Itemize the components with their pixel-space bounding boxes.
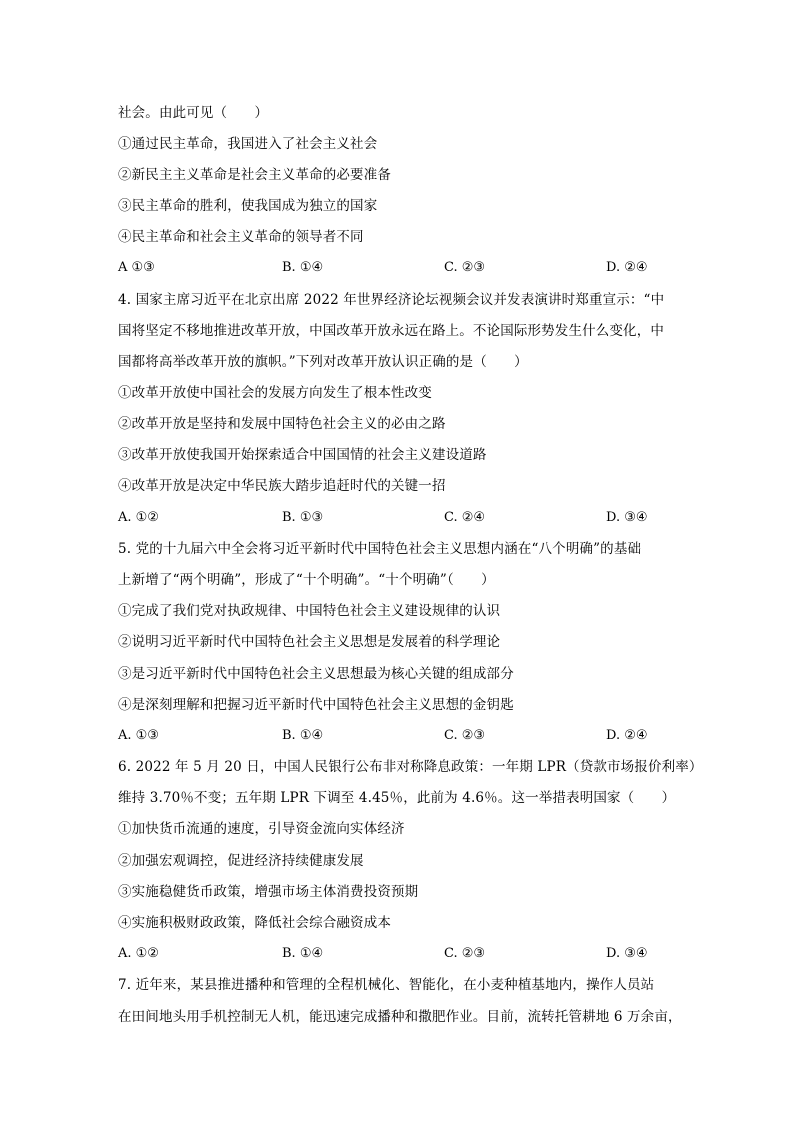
text-line: ②改革开放是坚持和发展中国特色社会主义的必由之路	[118, 416, 446, 432]
text-line: 社会。由此可见（ ）	[118, 105, 269, 121]
option-b: B. ①④	[282, 260, 324, 275]
answer-options	[118, 509, 658, 527]
question-4: 4. 国家主席习近平在北京出席 2022 年世界经济论坛视频会议并发表演讲时郑重宣示：“中	[118, 292, 665, 308]
text-line: 国将坚定不移地推进改革开放，中国改革开放永远在路上。不论国际形势发生什么变化，中	[118, 323, 664, 339]
option-a: A. ①③	[118, 728, 159, 743]
question-7: 7. 近年来，某县推进播种和管理的全程机械化、智能化，在小麦种植基地内，操作人员站	[118, 977, 655, 993]
answer-options	[118, 259, 658, 277]
option-b: B. ①③	[282, 510, 324, 525]
text-line: ④改革开放是决定中华民族大踏步追赶时代的关键一招	[118, 478, 446, 494]
option-d: D. ②④	[606, 728, 648, 743]
option-a: A ①③	[118, 260, 155, 275]
text-line: ④民主革命和社会主义革命的领导者不同	[118, 229, 364, 245]
option-d: D. ③④	[606, 946, 648, 961]
text-line: ②新民主主义革命是社会主义革命的必要准备	[118, 167, 391, 183]
text-line: ①加快货币流通的速度，引导资金流向实体经济	[118, 821, 405, 837]
option-d: D. ③④	[606, 510, 648, 525]
option-c: C. ②③	[444, 260, 486, 275]
text-line: ③是习近平新时代中国特色社会主义思想最为核心关键的组成部分	[118, 666, 514, 682]
text-line: 国都将高举改革开放的旗帜。”下列对改革开放认识正确的是（ ）	[118, 354, 528, 370]
question-5: 5. 党的十九届六中全会将习近平新时代中国特色社会主义思想内涵在“八个明确”的基础	[118, 541, 642, 557]
text-line: ③改革开放使我国开始探索适合中国国情的社会主义建设道路	[118, 447, 487, 463]
option-c: C. ②④	[444, 510, 486, 525]
option-b: B. ①④	[282, 946, 324, 961]
text-line: ①改革开放使中国社会的发展方向发生了根本性改变	[118, 385, 432, 401]
text-line: 维持 3.70％不变；五年期 LPR 下调至 4.45％，此前为 4.6％。这一举措表明国家（ ）	[118, 790, 676, 806]
option-c: C. ②③	[444, 728, 486, 743]
text-line: ①通过民主革命，我国进入了社会主义社会	[118, 136, 378, 152]
option-c: C. ②③	[444, 946, 486, 961]
answer-options	[118, 727, 658, 745]
option-a: A. ①②	[118, 946, 159, 961]
text-line: 在田间地头用手机控制无人机，能迅速完成播种和撒肥作业。目前，流转托管耕地 6 万余亩，	[118, 1009, 682, 1025]
text-line: ④是深刻理解和把握习近平新时代中国特色社会主义思想的金钥匙	[118, 697, 514, 713]
text-line: ③民主革命的胜利，使我国成为独立的国家	[118, 198, 378, 214]
text-line: 上新增了“两个明确”，形成了“十个明确”。“十个明确”（ ）	[118, 572, 495, 588]
text-line: ③实施稳健货币政策，增强市场主体消费投资预期	[118, 884, 419, 900]
option-a: A. ①②	[118, 510, 159, 525]
answer-options	[118, 945, 658, 963]
option-d: D. ②④	[606, 260, 648, 275]
text-line: ②加强宏观调控，促进经济持续健康发展	[118, 853, 364, 869]
text-line: ④实施积极财政政策，降低社会综合融资成本	[118, 915, 391, 931]
option-b: B. ①④	[282, 728, 324, 743]
question-6: 6. 2022 年 5 月 20 日，中国人民银行公布非对称降息政策：一年期 LPR（贷款市场报价利率）	[118, 759, 703, 775]
text-line: ①完成了我们党对执政规律、中国特色社会主义建设规律的认识	[118, 603, 501, 619]
text-line: ②说明习近平新时代中国特色社会主义思想是发展着的科学理论	[118, 634, 501, 650]
